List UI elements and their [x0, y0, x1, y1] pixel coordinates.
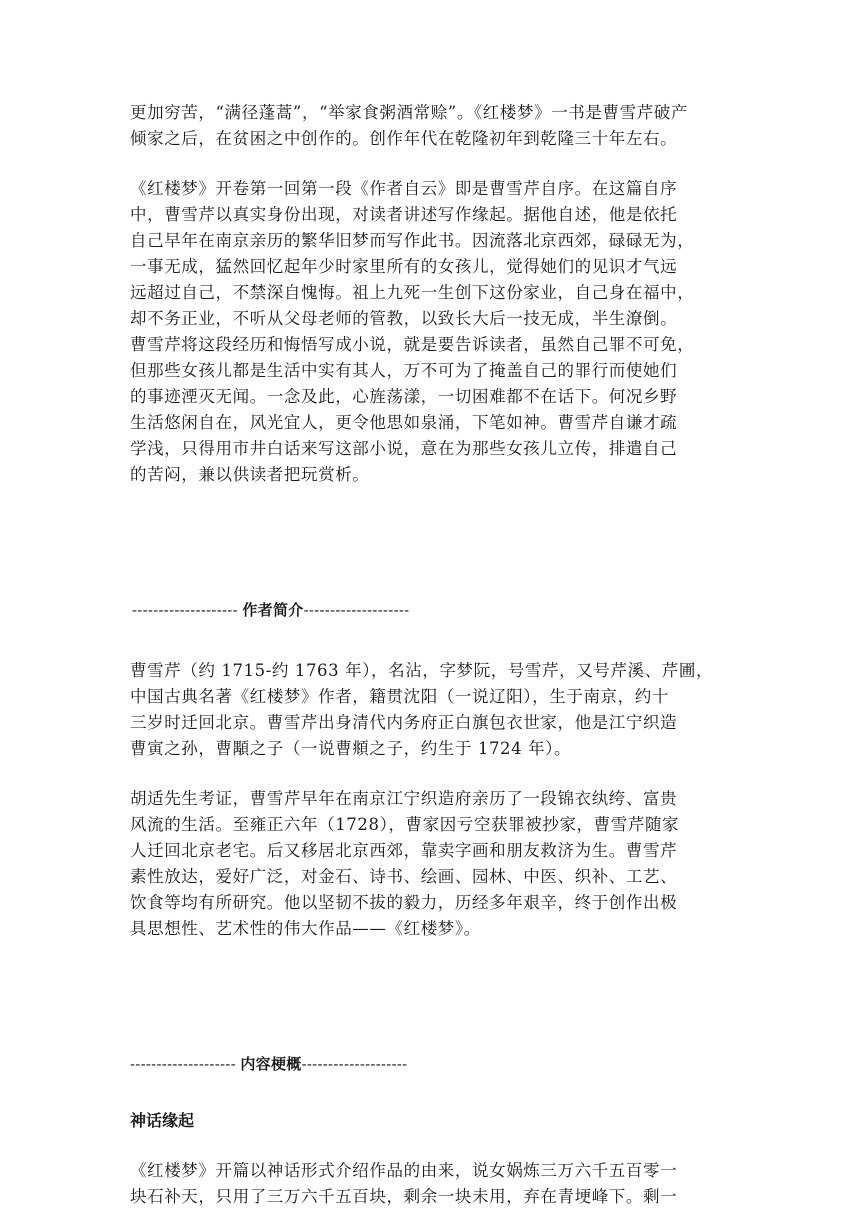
divider-dashes-left: -------------------- — [130, 1056, 241, 1073]
document-page — [130, 100, 730, 1210]
divider-dashes-right: -------------------- — [301, 1056, 408, 1073]
paragraph-poverty: 更加穷苦，“满径蓬蒿”，“举家食粥酒常赊”。《红楼梦》一书是曹雪芹破产 倾家之后，在贫困之中创作的。创作年代在乾隆初年到乾隆三十年左右。 — [130, 103, 688, 148]
section-divider-summary — [130, 1052, 730, 1078]
paragraph-author-preface: 《红楼梦》开卷第一回第一段《作者自云》即是曹雪芹自序。在这篇自序 中，曹雪芹以真实身份出现，对读者讲述写作缘起。据他自述，他是依托 自己早年在南京亲历的繁华旧梦而写作此书。因流落北京西郊，碌碌无为， 一事无成，猛然回忆起年少时家里所有的女孩儿，觉得她们的见识才气远 远超过自己，不禁深自愧悔。祖上九死一生创下这份家业，自己身在福中， 却不务正业，不听从父母老师的管教，以致长大后一技无成，半生潦倒。 曹雪芹将这段经历和悔悟写成小说，就是要告诉读者，虽然自己罪不可免， 但那些女孩儿都是生活中实有其人，万不可为了掩盖自己的罪行而使她们 的事迹湮灭无闻。一念及此，心旌荡漾，一切困难都不在话下。何况乡野 生活悠闲自在，风光宜人，更令他思如泉涌，下笔如神。曹雪芹自谦才疏 学浅，只得用市井白话来写这部小说，意在为那些女孩儿立传，排遣自己 的苦闷，兼以供读者把玩赏析。 — [130, 179, 695, 484]
paragraph-myth: 《红楼梦》开篇以神话形式介绍作品的由来，说女娲炼三万六千五百零一 块石补天，只用了三万六千五百块，剩余一块未用，弃在青埂峰下。剩一 — [130, 1161, 678, 1206]
section-title-content-summary: 内容梗概 — [240, 1056, 302, 1073]
paragraph-author-bio: 曹雪芹（约 1715-约 1763 年），名沾，字梦阮，号雪芹，又号芹溪、芹圃， 中国古典名著《红楼梦》作者，籍贯沈阳（一说辽阳），生于南京，约十 三岁时迁回北京。曹雪芹出身清代内务府正白旗包衣世家，他是江宁织造 曹寅之孙，曹顒之子（一说曹頫之子，约生于 1724 年）。 — [130, 661, 714, 758]
section-divider-author — [132, 598, 730, 624]
paragraph-hu-shi: 胡适先生考证，曹雪芹早年在南京江宁织造府亲历了一段锦衣纨绔、富贵 风流的生活。至雍正六年（1728），曹家因亏空获罪被抄家，曹雪芹随家 人迁回北京老宅。后又移居北京西郊，靠卖字画和朋友救济为生。曹雪芹 素性放达，爱好广泛，对金石、诗书、绘画、园林、中医、织补、工艺、 饮食等均有所研究。他以坚韧不拔的毅力，历经多年艰辛，终于创作出极 具思想性、艺术性的伟大作品——《红楼梦》。 — [130, 789, 680, 938]
subheading-myth-origin: 神话缘起 — [130, 1111, 195, 1130]
divider-dashes-right: -------------------- — [303, 602, 410, 619]
divider-dashes-left: -------------------- — [132, 602, 243, 619]
section-title-author-intro: 作者简介 — [242, 602, 304, 619]
